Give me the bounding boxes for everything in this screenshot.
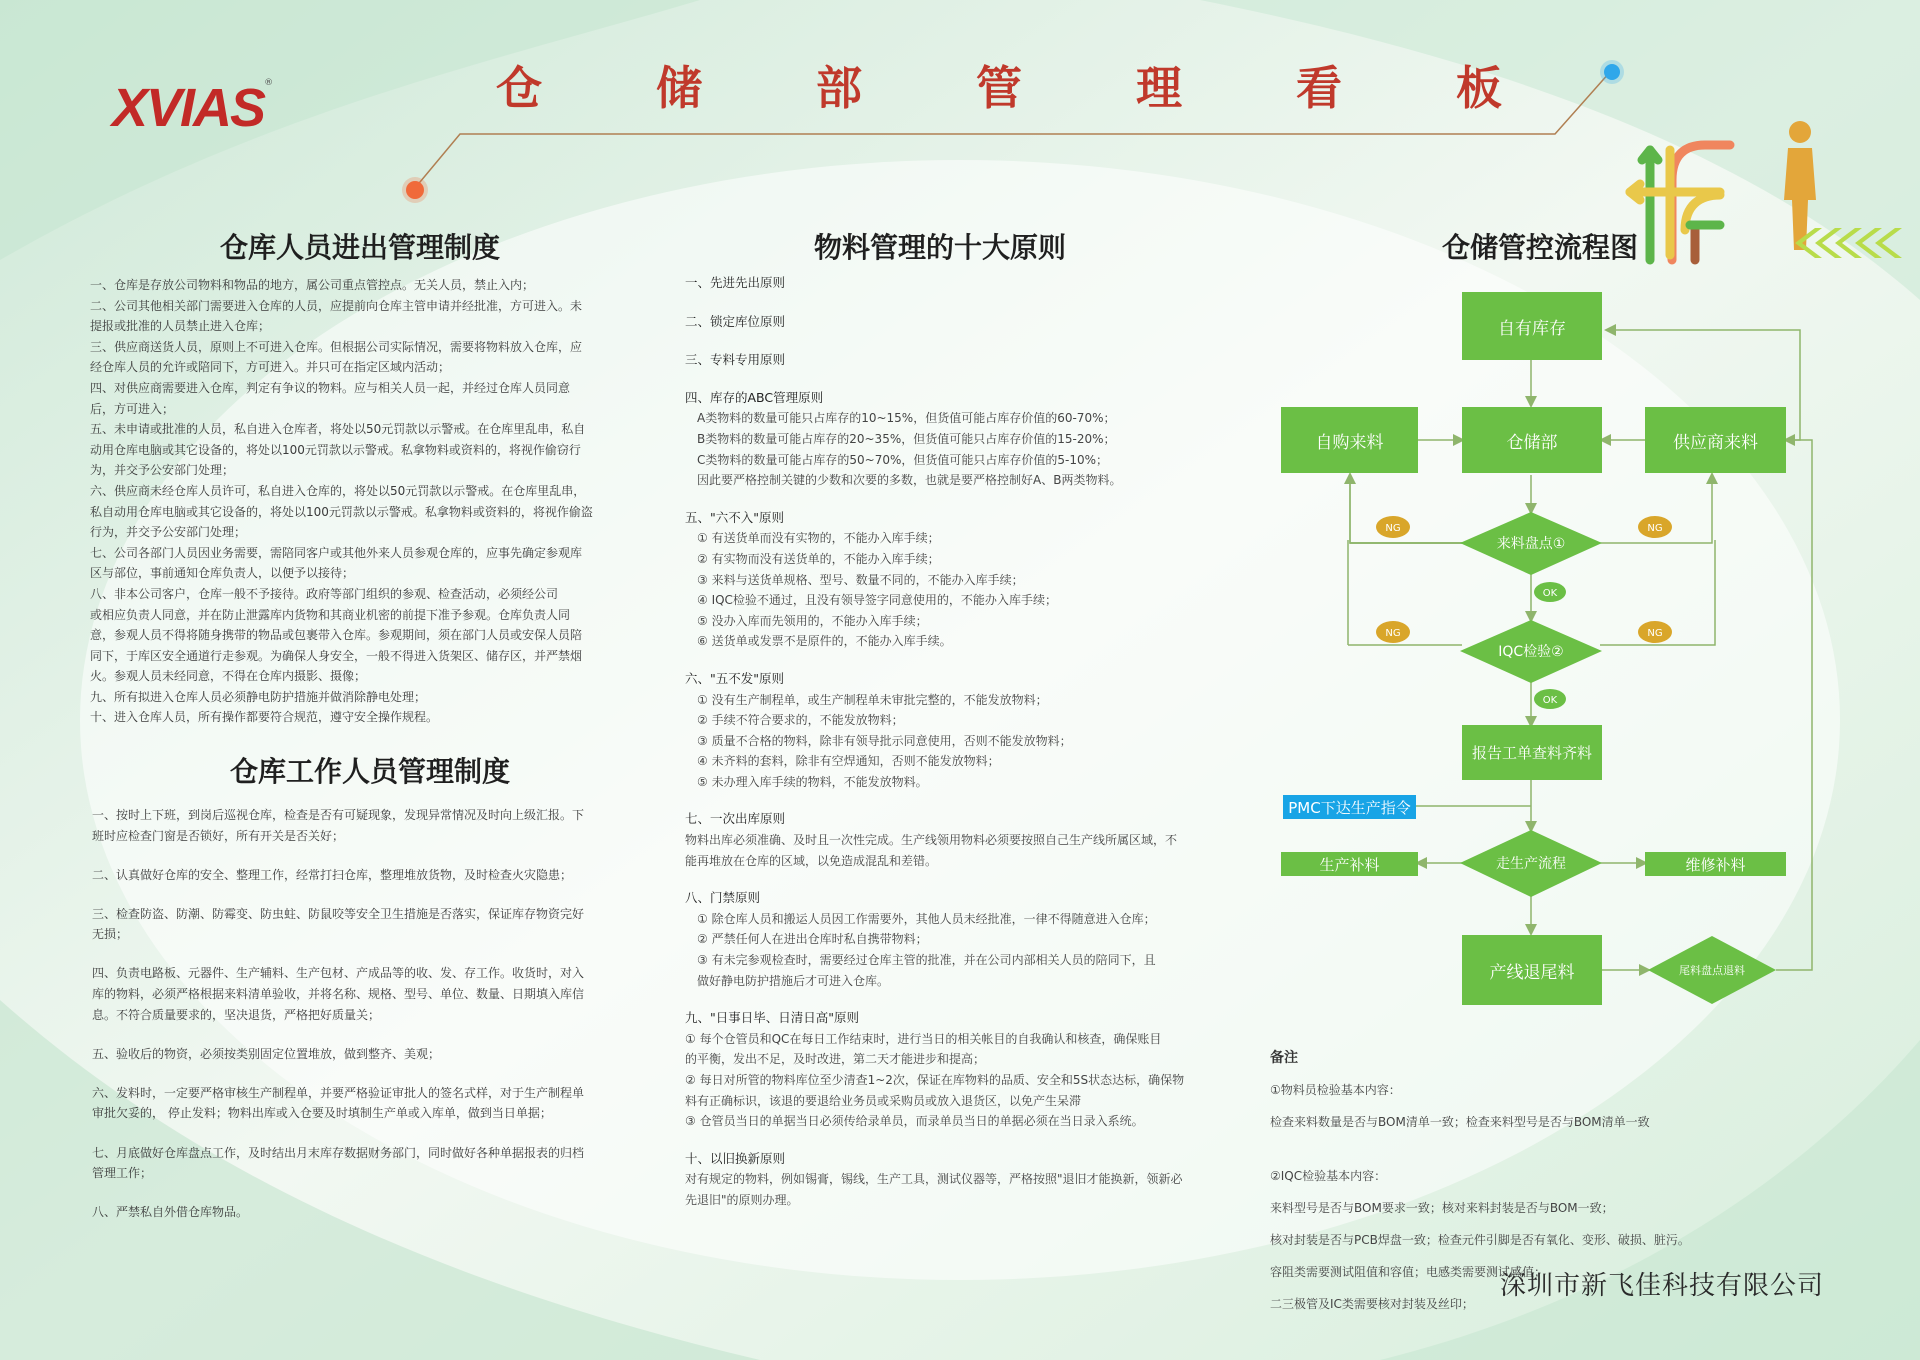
ok-badge-label: OK [1542,695,1558,706]
principle-item: ② 每日对所管的物料库位至少清查1~2次，保证在库物料的品质、安全和5S状态达标，确保物 [685,1073,1185,1087]
title-char: 管 [976,61,1022,115]
rule-line: 六、供应商未经仓库人员许可，私自进入仓库的，将处以50元罚款以示警戒。在仓库里乱串， [90,483,586,498]
note-line: 核对封装是否与PCB焊盘一致；检查元件引脚是否有氧化、变形、破损、脏污。 [1270,1233,1690,1247]
rule-line: 八、严禁私自外借仓库物品。 [92,1205,249,1220]
note-line: ①物料员检验基本内容： [1270,1083,1401,1097]
company-name: 深圳市新飞佳科技有限公司 [1500,1271,1825,1301]
section-title-personnel-access: 仓库人员进出管理制度 [219,231,500,264]
title-char: 理 [1136,61,1182,115]
rule-line: 七、公司各部门人员因业务需要，需陪同客户或其他外来人员参观仓库的，应事先确定参观库 [90,545,583,560]
note-line: 检查来料数量是否与BOM清单一致；检查来料型号是否与BOM清单一致 [1270,1115,1650,1129]
principle-heading: 八、门禁原则 [685,890,761,906]
principle-item: C类物料的数量可能占库存的50~70%，但货值可能只占库存价值的5-10%； [697,452,1109,467]
rule-line: 经仓库人员的允许或陪同下，方可进入。并只可在指定区域内活动； [90,360,451,375]
notes-heading: 备注 [1270,1050,1298,1066]
principle-item: ② 有实物而没有送货单的，不能办入库手续； [697,551,940,566]
principle-heading: 二、锁定库位原则 [685,313,786,329]
principle-heading: 六、"五不发"原则 [685,670,784,686]
principle-item: 做好静电防护措施后才可进入仓库。 [697,973,890,988]
node-report-work-order: 报告工单查料齐料 [1462,725,1602,780]
rule-line: 五、未申请或批准的人员，私自进入仓库者，将处以50元罚款以示警戒。在仓库里乱串，私自 [90,422,586,437]
rule-line: 同下，于库区安全通道行走参观。为确保人身安全，一般不得进入货架区、储存区，并严禁烟 [90,648,583,663]
rule-line: 三、检查防盗、防潮、防霉变、防虫蛀、防鼠咬等安全卫生措施是否落实，保证库存物资完好 [92,906,585,921]
rule-line: 九、所有拟进入仓库人员必须静电防护措施并做消除静电处理； [90,689,427,704]
node-warehouse: 仓储部 [1462,407,1602,473]
principle-item: ① 没有生产制程单，或生产制程单未审批完整的，不能发放物料； [697,692,1048,707]
rule-line: 管理工作； [92,1166,153,1181]
rule-line: 区与部位，事前通知仓库负责人，以便予以接待； [90,566,355,581]
principle-item: ② 手续不符合要求的，不能发放物料； [697,713,904,728]
principle-item: 的平衡，发出不足，及时改进，第二天才能进步和提高； [685,1052,986,1067]
rule-line: 八、非本公司客户，仓库一般不予接待。政府等部门组织的参观、检查活动，必须经公司 [90,586,559,601]
node-production-flow: 走生产流程 [1496,856,1566,872]
principle-heading: 九、"日事日毕、日清日高"原则 [685,1010,859,1026]
principle-heading: 十、以旧换新原则 [685,1150,786,1166]
principle-item: 料有正确标识，该退的要退给业务员或采购员或放入退货区，以免产生呆滞 [685,1093,1082,1108]
principle-item: ① 每个仓管员和QC在每日工作结束时，进行当日的相关帐目的自我确认和核查，确保账目 [685,1031,1162,1046]
principle-heading: 四、库存的ABC管理原则 [685,389,824,405]
note-line [1270,1144,1770,1154]
principle-item: ① 除仓库人员和搬运人员因工作需要外，其他人员未经批准，一律不得随意进入仓库； [697,911,1156,926]
rule-line: 四、对供应商需要进入仓库，判定有争议的物料。应与相关人员一起，并经过仓库人员同意 [90,380,571,395]
rule-line: 提报或批准的人员禁止进入仓库； [90,319,271,334]
ok-badge-label: OK [1542,588,1558,599]
rule-line: 一、按时上下班，到岗后巡视仓库，检查是否有可疑现象，发现异常情况及时向上级汇报。下 [92,808,585,822]
principle-item: ⑤ 未办理入库手续的物料，不能发放物料。 [697,774,928,789]
title-char: 仓 [496,61,542,115]
node-line-return: 产线退尾料 [1462,935,1602,1005]
principle-item: ③ 来料与送货单规格、型号、数量不同的，不能办入库手续； [697,572,1024,587]
node-tail-count-return: 尾料盘点退料 [1679,964,1745,977]
node-supplier: 供应商来料 [1645,407,1786,473]
title-char: 看 [1296,61,1342,115]
rule-line: 二、公司其他相关部门需要进入仓库的人员，应提前向仓库主管申请并经批准，方可进入。未 [90,298,583,313]
principle-heading: 一、先进先出原则 [685,275,786,290]
principle-item: ④ 未齐料的套料，除非有空焊通知，否则不能发放物料； [697,754,1000,769]
ng-badge-label: NG [1385,628,1401,639]
rule-line: 意，参观人员不得将随身携带的物品或包裹带入仓库。参观期间，须在部门人员或安保人员陪 [90,628,583,643]
note-line: 容阻类需要测试阻值和容值；电感类需要测试感值； [1270,1265,1547,1279]
principle-heading: 七、一次出库原则 [685,811,786,827]
principle-item: 对有规定的物料，例如锡膏，锡线，生产工具，测试仪器等，严格按照"退旧才能换新，领新必 [685,1172,1183,1187]
principle-item: ① 有送货单而没有实物的，不能办入库手续； [697,531,940,546]
principle-item: ④ IQC检验不通过，且没有领导签字同意使用的，不能办入库手续； [697,593,1057,608]
rule-line: 班时应检查门窗是否锁好，所有开关是否关好； [92,828,345,843]
rule-line: 七、月底做好仓库盘点工作，及时结出月末库存数据财务部门，同时做好各种单据报表的归档 [92,1145,585,1160]
principle-item: ③ 仓管员当日的单据当日必须传给录单员，而录单员当日的单据必须在当日录入系统。 [685,1114,1144,1129]
rule-line: 无损； [92,927,129,942]
node-own-stock: 自有库存 [1462,292,1602,360]
note-line: 来料型号是否与BOM要求一致；核对来料封装是否与BOM一致； [1270,1201,1614,1215]
rule-line: 或相应负责人同意，并在防止泄露库内货物和其商业机密的前提下准予参观。仓库负责人同 [90,607,571,622]
ng-badge-label: NG [1647,628,1663,639]
principle-item: 物料出库必须准确、及时且一次性完成。生产线领用物料必须要按照自己生产线所属区域，不 [685,833,1178,848]
principle-item: 先退旧"的原则办理。 [685,1192,799,1207]
title-char: 储 [656,61,702,115]
rule-line: 火。参观人员未经同意，不得在仓库内摄影、摄像； [90,669,367,684]
note-line: 二三极管及IC类需要核对封装及丝印； [1270,1297,1474,1311]
principle-item: ⑤ 没办入库而先领用的，不能办入库手续； [697,613,928,628]
principle-item: ⑥ 送货单或发票不是原件的，不能办入库手续。 [697,634,952,649]
section-title-staff-management: 仓库工作人员管理制度 [229,755,510,788]
principle-item: 能再堆放在仓库的区域，以免造成混乱和差错。 [685,853,938,868]
principle-item: ③ 有未完参观检查时，需要经过仓库主管的批准，并在公司内部相关人员的陪同下，且 [697,953,1156,968]
principle-heading: 三、专料专用原则 [685,352,786,368]
company-logo: XVIAS® [112,78,274,138]
principle-item: ③ 质量不合格的物料，除非有领导批示同意使用，否则不能发放物料； [697,733,1072,748]
rule-line: 二、认真做好仓库的安全、整理工作，经常打扫仓库，整理堆放货物，及时检查火灾隐患； [92,867,573,882]
rule-line: 四、负责电路板、元器件、生产辅料、生产包材、产成品等的收、发、存工作。收货时，对入 [92,966,585,981]
node-repair-supplement: 维修补料 [1645,852,1786,876]
principle-item: 因此要严格控制关键的少数和次要的多数，也就是要严格控制好A、B两类物料。 [697,473,1122,488]
rule-line: 一、仓库是存放公司物料和物品的地方，属公司重点管控点。无关人员，禁止入内； [90,278,535,292]
rule-line: 五、验收后的物资，必须按类别固定位置堆放，做到整齐、美观； [92,1046,441,1061]
rule-line: 息。不符合质量要求的，坚决退货，严格把好质量关； [92,1007,381,1022]
principle-item: A类物料的数量可能只占库存的10~15%，但货值可能占库存价值的60-70%； [697,411,1116,426]
rule-line: 库的物料，必须严格根据来料清单验收，并将名称、规格、型号、单位、数量、日期填入库信 [92,987,585,1002]
ng-badge-label: NG [1385,523,1401,534]
rule-line: 三、供应商送货人员，原则上不可进入仓库。但根据公司实际情况，需要将物料放入仓库，应 [90,339,583,354]
section-title-flowchart: 仓储管控流程图 [1441,231,1638,264]
rule-line: 后，方可进入； [90,401,175,416]
ng-badge-label: NG [1647,523,1663,534]
rule-line: 十、进入仓库人员，所有操作都要符合规范，遵守安全操作规程。 [90,710,439,725]
rule-line: 动用仓库电脑或其它设备的，将处以100元罚款以示警戒。私拿物料或资料的，将视作偷窃行 [90,442,581,457]
node-iqc: IQC检验② [1498,644,1564,660]
node-pmc-order: PMC下达生产指令 [1283,795,1416,819]
rule-line: 审批欠妥的， 停止发料；物料出库或入仓要及时填制生产单或入库单，做到当日单据； [92,1106,552,1121]
principle-item: ② 严禁任何人在进出仓库时私自携带物料； [697,932,928,947]
section-title-ten-principles: 物料管理的十大原则 [813,231,1066,264]
rule-line: 六、发料时，一定要严格审核生产制程单，并要严格验证审批人的签名式样，对于生产制程单 [92,1085,585,1100]
node-production-supplement: 生产补料 [1281,852,1418,876]
principle-heading: 五、"六不入"原则 [685,509,784,525]
principle-item: B类物料的数量可能占库存的20~35%，但货值可能只占库存价值的15-20%； [697,431,1116,446]
node-incoming-count: 来料盘点① [1496,536,1566,552]
note-line: ②IQC检验基本内容： [1270,1169,1387,1183]
title-char: 部 [816,61,862,115]
rule-line: 行为，并交予公安部门处理； [90,525,247,540]
rule-line: 为，并交予公安部门处理； [90,463,235,478]
rule-line: 私自动用仓库电脑或其它设备的，将处以100元罚款以示警戒。私拿物料或资料的，将视作偷盗 [90,504,593,519]
node-self-purchase: 自购来料 [1281,407,1418,473]
title-char: 板 [1456,61,1502,115]
